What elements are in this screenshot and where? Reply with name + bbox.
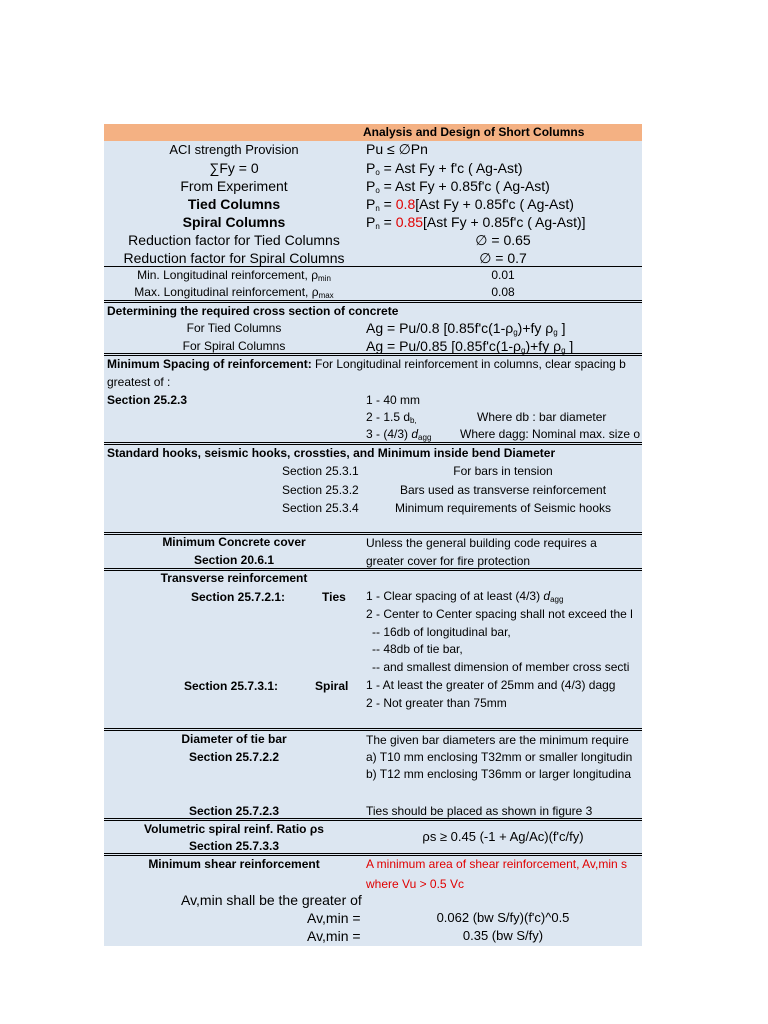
aci-label-2: From Experiment: [180, 178, 288, 194]
volumetric-title: Volumetric spiral reinf. Ratio ρs: [144, 822, 324, 836]
shear-red-2: where Vu > 0.5 Vc: [366, 877, 464, 891]
spiral-formula: Ag = Pu/0.85 [$0.85f'c(1-\rho_g)+fy$ $\rho_g$ ]: [366, 338, 574, 355]
spacing-item2-note: Where db : bar diameter: [477, 410, 607, 424]
shear-rhs-1: 0.062 (bw S/fy)(f'c)^0.5: [436, 910, 570, 925]
spiral-item-1: 1 - At least the greater of 25mm and (4/3) dagg: [366, 678, 616, 692]
hooks-section-1: Section 25.3.1: [282, 464, 359, 478]
spacing-item2: 2 - 1.5 $d_{b,}$: [366, 410, 417, 425]
cross-section-heading: Determining the required cross section of concrete: [107, 304, 399, 318]
spiral-item-2: 2 - Not greater than 75mm: [366, 696, 507, 710]
aci-label-6: Reduction factor for Spiral Columns: [123, 250, 345, 266]
aci-formula-5: ∅ = 0.65: [475, 232, 531, 248]
aci-formula-1: $P_o$ = Ast Fy + f'c ( Ag-Ast): [366, 160, 523, 177]
aci-label-4: Spiral Columns: [182, 214, 286, 230]
tied-label: For Tied Columns: [186, 321, 282, 335]
tie-dia-section-2: Section 25.7.2.3: [188, 804, 280, 818]
ties-item-5: -- and smallest dimension of member cross secti: [372, 660, 630, 674]
spacing-heading: Minimum Spacing of reinforcement: For Longitudinal reinforcement in columns, clear spacing b: [107, 357, 626, 371]
spacing-section: Section 25.2.3: [107, 393, 188, 407]
hooks-section-3: Section 25.3.4: [282, 501, 359, 515]
cover-section: Section 20.6.1: [193, 553, 275, 567]
ties-label: Ties: [322, 590, 346, 604]
shear-lhs-1: Av,min =: [307, 910, 361, 926]
hooks-desc-3: Minimum requirements of Seismic hooks: [394, 501, 612, 515]
shear-rhs-2: 0.35 (bw S/fy): [462, 928, 544, 943]
aci-label-5: Reduction factor for Tied Columns: [128, 232, 340, 248]
aci-label-1: ∑Fy = 0: [209, 160, 259, 176]
transverse-title: Transverse reinforcement: [160, 571, 308, 585]
aci-formula-0: Pu ≤ ∅Pn: [366, 141, 428, 157]
cover-text-1: Unless the general building code requires a: [366, 536, 597, 550]
aci-label-0: ACI strength Provision: [169, 142, 299, 157]
tie-dia-title: Diameter of tie bar: [181, 732, 287, 746]
shear-greater-label: Av,min shall be the greater of: [181, 892, 362, 908]
sheet-title: Analysis and Design of Short Columns: [363, 125, 585, 139]
transverse-section-2: Section 25.7.3.1:: [184, 679, 279, 693]
volumetric-section: Section 25.7.3.3: [188, 839, 280, 853]
ties-item-2: 2 - Center to Center spacing shall not exceed the l: [366, 607, 633, 621]
shear-lhs-2: Av,min =: [307, 928, 361, 944]
ties-item-4: -- 48db of tie bar,: [372, 642, 463, 656]
cover-text-2: greater cover for fire protection: [366, 554, 531, 568]
tied-formula: Ag = Pu/0.8 [$0.85f'c(1-\rho_g)+fy$ $\rho_g$ ]: [366, 320, 566, 337]
aci-label-8: Max. Longitudinal reinforcement, $\rho_{max}$: [134, 285, 334, 300]
hooks-heading: Standard hooks, seismic hooks, crossties, and Minimum inside bend Diameter: [107, 446, 556, 460]
tie-dia-text-2: a) T10 mm enclosing T32mm or smaller longitudin: [366, 750, 633, 764]
spiral-transverse-label: Spiral: [315, 679, 349, 693]
ties-item-3: -- 16db of longitudinal bar,: [372, 625, 511, 639]
aci-formula-4: $P_n = 0.85[Ast$ Fy + 0.85f'c ( Ag-Ast)]: [366, 214, 586, 231]
spacing-item1: 1 - 40 mm: [366, 393, 421, 407]
aci-formula-2: $P_o$ = Ast Fy + 0.85f'c ( Ag-Ast): [366, 178, 550, 195]
aci-formula-3: $P_n = 0.8[Ast$ Fy + 0.85f'c ( Ag-Ast): [366, 196, 574, 213]
tie-dia-text-4: Ties should be placed as shown in figure 3: [366, 804, 593, 818]
hooks-desc-1: For bars in tension: [453, 464, 553, 478]
transverse-section-1: Section 25.7.2.1:: [191, 590, 286, 604]
aci-formula-6: ∅ = 0.7: [479, 250, 527, 266]
tie-dia-section: Section 25.7.2.2: [188, 750, 280, 764]
aci-formula-8: 0.08: [491, 285, 515, 299]
spacing-line2: greatest of :: [107, 375, 171, 389]
spreadsheet-region: [104, 124, 642, 946]
spacing-item3-note: Where dagg: Nominal max. size o: [460, 427, 641, 441]
tie-dia-text-3: b) T12 mm enclosing T36mm or larger longitudina: [366, 767, 632, 781]
tie-dia-text-1: The given bar diameters are the minimum require: [366, 733, 629, 747]
aci-formula-7: 0.01: [491, 268, 515, 282]
aci-label-7: Min. Longitudinal reinforcement, $\rho_{min}$: [137, 268, 331, 283]
ties-item-1: 1 - Clear spacing of at least (4/3) $d_{agg}$: [366, 589, 564, 604]
hooks-desc-2: Bars used as transverse reinforcement: [399, 483, 607, 497]
shear-title: Minimum shear reinforcement: [148, 857, 320, 871]
spacing-item3: 3 - (4/3) $d_{agg}$: [366, 427, 432, 442]
shear-red-1: A minimum area of shear reinforcement, Av,min s: [366, 857, 627, 871]
hooks-section-2: Section 25.3.2: [282, 483, 359, 497]
aci-label-3: Tied Columns: [187, 196, 281, 212]
volumetric-formula: ρs ≥ 0.45 (-1 + Ag/Ac)(f'c/fy): [422, 829, 584, 844]
spiral-label: For Spiral Columns: [182, 339, 286, 353]
cover-title: Minimum Concrete cover: [162, 535, 306, 549]
